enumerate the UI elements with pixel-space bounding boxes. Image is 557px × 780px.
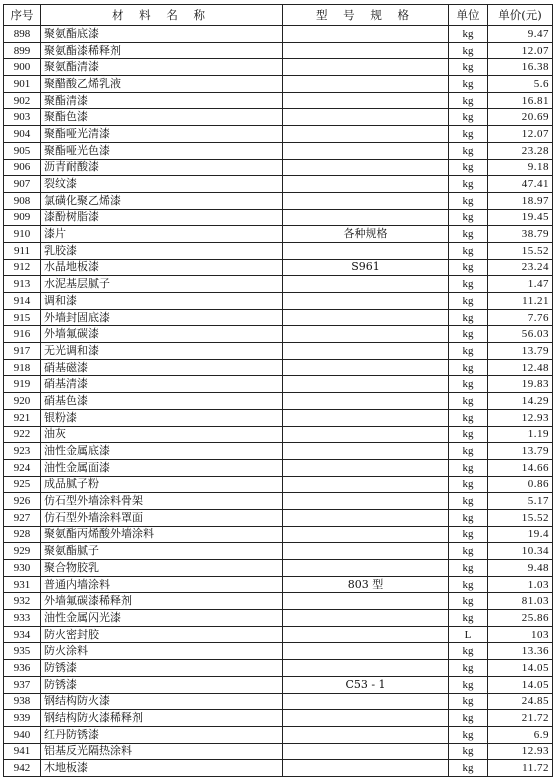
unit-cell: kg bbox=[449, 493, 488, 510]
model-spec-cell bbox=[283, 242, 449, 259]
table-row bbox=[4, 743, 553, 760]
model-spec-cell bbox=[283, 443, 449, 460]
table-row bbox=[4, 376, 553, 393]
material-name-cell: 钢结构防火漆 bbox=[41, 693, 283, 710]
material-name-cell: 裂纹漆 bbox=[41, 176, 283, 193]
table-row bbox=[4, 660, 553, 677]
table-row bbox=[4, 293, 553, 310]
material-name-cell: 外墙氟碳漆稀释剂 bbox=[41, 593, 283, 610]
model-spec-cell bbox=[283, 26, 449, 43]
material-name-cell: 无光调和漆 bbox=[41, 343, 283, 360]
unit-price-cell: 12.93 bbox=[488, 743, 553, 760]
table-row bbox=[4, 459, 553, 476]
unit-price-cell: 15.52 bbox=[488, 242, 553, 259]
table-row bbox=[4, 92, 553, 109]
table-row bbox=[4, 176, 553, 193]
unit-cell: kg bbox=[449, 593, 488, 610]
unit-cell: kg bbox=[449, 693, 488, 710]
model-spec-cell bbox=[283, 92, 449, 109]
unit-price-cell: 19.83 bbox=[488, 376, 553, 393]
material-name-cell: 防锈漆 bbox=[41, 660, 283, 677]
model-spec-cell bbox=[283, 276, 449, 293]
serial-no-cell: 916 bbox=[4, 326, 41, 343]
serial-no-cell: 905 bbox=[4, 142, 41, 159]
unit-cell: kg bbox=[449, 343, 488, 360]
serial-no-cell: 924 bbox=[4, 459, 41, 476]
material-name-cell: 外墙封固底漆 bbox=[41, 309, 283, 326]
unit-cell: kg bbox=[449, 209, 488, 226]
model-spec-cell bbox=[283, 343, 449, 360]
model-spec-cell bbox=[283, 560, 449, 577]
table-row bbox=[4, 643, 553, 660]
material-name-cell: 防火涂料 bbox=[41, 643, 283, 660]
unit-price-cell: 12.93 bbox=[488, 409, 553, 426]
serial-no-cell: 941 bbox=[4, 743, 41, 760]
header-unit: 单位 bbox=[449, 5, 488, 26]
table-row bbox=[4, 359, 553, 376]
table-row bbox=[4, 676, 553, 693]
model-spec-cell bbox=[283, 743, 449, 760]
material-name-cell: 成品腻子粉 bbox=[41, 476, 283, 493]
unit-cell: kg bbox=[449, 76, 488, 93]
serial-no-cell: 938 bbox=[4, 693, 41, 710]
serial-no-cell: 929 bbox=[4, 543, 41, 560]
model-spec-cell bbox=[283, 426, 449, 443]
unit-price-cell: 56.03 bbox=[488, 326, 553, 343]
unit-cell: kg bbox=[449, 393, 488, 410]
material-name-cell: 调和漆 bbox=[41, 293, 283, 310]
material-name-cell: 聚酯清漆 bbox=[41, 92, 283, 109]
unit-price-cell: 9.48 bbox=[488, 560, 553, 577]
model-spec-cell bbox=[283, 359, 449, 376]
model-spec-cell bbox=[283, 393, 449, 410]
table-row bbox=[4, 610, 553, 627]
material-name-cell: 防火密封胶 bbox=[41, 626, 283, 643]
table-row bbox=[4, 126, 553, 143]
model-spec-cell: 各种规格 bbox=[283, 226, 449, 243]
unit-price-cell: 21.72 bbox=[488, 710, 553, 727]
unit-price-cell: 25.86 bbox=[488, 610, 553, 627]
serial-no-cell: 928 bbox=[4, 526, 41, 543]
unit-cell: kg bbox=[449, 426, 488, 443]
table-row bbox=[4, 543, 553, 560]
model-spec-cell bbox=[283, 126, 449, 143]
serial-no-cell: 904 bbox=[4, 126, 41, 143]
unit-cell: kg bbox=[449, 376, 488, 393]
unit-price-cell: 5.6 bbox=[488, 76, 553, 93]
model-spec-cell bbox=[283, 293, 449, 310]
unit-price-cell: 16.81 bbox=[488, 92, 553, 109]
unit-cell: kg bbox=[449, 443, 488, 460]
table-row bbox=[4, 142, 553, 159]
unit-price-cell: 16.38 bbox=[488, 59, 553, 76]
header-model-spec: 型 号 规 格 bbox=[283, 5, 449, 26]
table-row bbox=[4, 259, 553, 276]
material-name-cell: 聚氨酯丙烯酸外墙涂料 bbox=[41, 526, 283, 543]
serial-no-cell: 910 bbox=[4, 226, 41, 243]
unit-price-cell: 7.76 bbox=[488, 309, 553, 326]
material-name-cell: 硝基色漆 bbox=[41, 393, 283, 410]
serial-no-cell: 907 bbox=[4, 176, 41, 193]
unit-price-cell: 9.18 bbox=[488, 159, 553, 176]
unit-cell: kg bbox=[449, 459, 488, 476]
model-spec-cell bbox=[283, 192, 449, 209]
model-spec-cell bbox=[283, 710, 449, 727]
material-name-cell: 防锈漆 bbox=[41, 676, 283, 693]
material-name-cell: 水泥基层腻子 bbox=[41, 276, 283, 293]
table-row bbox=[4, 26, 553, 43]
serial-no-cell: 927 bbox=[4, 509, 41, 526]
serial-no-cell: 937 bbox=[4, 676, 41, 693]
header-row bbox=[4, 5, 553, 26]
unit-price-cell: 19.4 bbox=[488, 526, 553, 543]
table-row bbox=[4, 192, 553, 209]
table-row bbox=[4, 242, 553, 259]
model-spec-cell bbox=[283, 176, 449, 193]
table-row bbox=[4, 59, 553, 76]
model-spec-cell bbox=[283, 459, 449, 476]
unit-price-cell: 13.79 bbox=[488, 343, 553, 360]
serial-no-cell: 918 bbox=[4, 359, 41, 376]
model-spec-cell bbox=[283, 643, 449, 660]
serial-no-cell: 940 bbox=[4, 726, 41, 743]
unit-price-cell: 13.79 bbox=[488, 443, 553, 460]
unit-cell: kg bbox=[449, 543, 488, 560]
unit-cell: kg bbox=[449, 476, 488, 493]
unit-cell: kg bbox=[449, 259, 488, 276]
model-spec-cell bbox=[283, 626, 449, 643]
unit-price-cell: 1.03 bbox=[488, 576, 553, 593]
unit-cell: kg bbox=[449, 526, 488, 543]
table-row bbox=[4, 226, 553, 243]
model-spec-cell: 803 型 bbox=[283, 576, 449, 593]
material-name-cell: 银粉漆 bbox=[41, 409, 283, 426]
model-spec-cell: S961 bbox=[283, 259, 449, 276]
serial-no-cell: 899 bbox=[4, 42, 41, 59]
model-spec-cell bbox=[283, 509, 449, 526]
unit-cell: kg bbox=[449, 242, 488, 259]
material-name-cell: 外墙氟碳漆 bbox=[41, 326, 283, 343]
table-row bbox=[4, 309, 553, 326]
table-row bbox=[4, 760, 553, 777]
unit-cell: kg bbox=[449, 92, 488, 109]
material-name-cell: 铝基反光隔热涂料 bbox=[41, 743, 283, 760]
material-name-cell: 漆片 bbox=[41, 226, 283, 243]
material-name-cell: 聚酯哑光清漆 bbox=[41, 126, 283, 143]
unit-cell: L bbox=[449, 626, 488, 643]
serial-no-cell: 915 bbox=[4, 309, 41, 326]
serial-no-cell: 922 bbox=[4, 426, 41, 443]
serial-no-cell: 917 bbox=[4, 343, 41, 360]
table-row bbox=[4, 109, 553, 126]
unit-cell: kg bbox=[449, 509, 488, 526]
unit-price-cell: 5.17 bbox=[488, 493, 553, 510]
serial-no-cell: 934 bbox=[4, 626, 41, 643]
unit-cell: kg bbox=[449, 59, 488, 76]
unit-price-cell: 1.47 bbox=[488, 276, 553, 293]
unit-cell: kg bbox=[449, 560, 488, 577]
material-name-cell: 聚氨酯腻子 bbox=[41, 543, 283, 560]
model-spec-cell bbox=[283, 142, 449, 159]
table-row bbox=[4, 326, 553, 343]
serial-no-cell: 900 bbox=[4, 59, 41, 76]
unit-cell: kg bbox=[449, 660, 488, 677]
serial-no-cell: 909 bbox=[4, 209, 41, 226]
table-row bbox=[4, 76, 553, 93]
unit-cell: kg bbox=[449, 42, 488, 59]
unit-cell: kg bbox=[449, 26, 488, 43]
model-spec-cell bbox=[283, 76, 449, 93]
model-spec-cell bbox=[283, 593, 449, 610]
table-row bbox=[4, 593, 553, 610]
unit-price-cell: 10.34 bbox=[488, 543, 553, 560]
table-row bbox=[4, 493, 553, 510]
serial-no-cell: 936 bbox=[4, 660, 41, 677]
unit-cell: kg bbox=[449, 726, 488, 743]
unit-price-cell: 6.9 bbox=[488, 726, 553, 743]
serial-no-cell: 901 bbox=[4, 76, 41, 93]
model-spec-cell bbox=[283, 109, 449, 126]
unit-cell: kg bbox=[449, 710, 488, 727]
serial-no-cell: 925 bbox=[4, 476, 41, 493]
material-name-cell: 仿石型外墙涂料罩面 bbox=[41, 509, 283, 526]
material-name-cell: 聚醋酸乙烯乳液 bbox=[41, 76, 283, 93]
unit-price-cell: 11.72 bbox=[488, 760, 553, 777]
material-name-cell: 沥青耐酸漆 bbox=[41, 159, 283, 176]
table-header bbox=[4, 5, 553, 26]
model-spec-cell bbox=[283, 209, 449, 226]
material-name-cell: 钢结构防火漆稀释剂 bbox=[41, 710, 283, 727]
unit-price-cell: 12.07 bbox=[488, 42, 553, 59]
serial-no-cell: 920 bbox=[4, 393, 41, 410]
material-name-cell: 乳胶漆 bbox=[41, 242, 283, 259]
material-name-cell: 聚酯哑光色漆 bbox=[41, 142, 283, 159]
serial-no-cell: 942 bbox=[4, 760, 41, 777]
serial-no-cell: 911 bbox=[4, 242, 41, 259]
serial-no-cell: 935 bbox=[4, 643, 41, 660]
table-row bbox=[4, 509, 553, 526]
unit-cell: kg bbox=[449, 610, 488, 627]
material-name-cell: 氯磺化聚乙烯漆 bbox=[41, 192, 283, 209]
serial-no-cell: 914 bbox=[4, 293, 41, 310]
unit-cell: kg bbox=[449, 643, 488, 660]
unit-price-cell: 18.97 bbox=[488, 192, 553, 209]
material-name-cell: 仿石型外墙涂料骨架 bbox=[41, 493, 283, 510]
table-row bbox=[4, 42, 553, 59]
unit-price-cell: 0.86 bbox=[488, 476, 553, 493]
model-spec-cell bbox=[283, 610, 449, 627]
unit-price-cell: 103 bbox=[488, 626, 553, 643]
unit-price-cell: 14.05 bbox=[488, 676, 553, 693]
unit-price-cell: 38.79 bbox=[488, 226, 553, 243]
table-row bbox=[4, 426, 553, 443]
serial-no-cell: 930 bbox=[4, 560, 41, 577]
unit-price-cell: 23.24 bbox=[488, 259, 553, 276]
table-row bbox=[4, 626, 553, 643]
unit-price-cell: 23.28 bbox=[488, 142, 553, 159]
table-row bbox=[4, 710, 553, 727]
model-spec-cell bbox=[283, 693, 449, 710]
table-row bbox=[4, 443, 553, 460]
material-name-cell: 漆酚树脂漆 bbox=[41, 209, 283, 226]
header-material-name: 材 料 名 称 bbox=[41, 5, 283, 26]
table-row bbox=[4, 476, 553, 493]
table-row bbox=[4, 393, 553, 410]
serial-no-cell: 923 bbox=[4, 443, 41, 460]
unit-price-cell: 13.36 bbox=[488, 643, 553, 660]
header-unit-price: 单价(元) bbox=[488, 5, 553, 26]
unit-cell: kg bbox=[449, 309, 488, 326]
unit-price-cell: 11.21 bbox=[488, 293, 553, 310]
model-spec-cell bbox=[283, 476, 449, 493]
unit-price-cell: 24.85 bbox=[488, 693, 553, 710]
material-name-cell: 硝基磁漆 bbox=[41, 359, 283, 376]
unit-cell: kg bbox=[449, 760, 488, 777]
material-name-cell: 聚合物胶乳 bbox=[41, 560, 283, 577]
model-spec-cell bbox=[283, 309, 449, 326]
unit-cell: kg bbox=[449, 159, 488, 176]
table-row bbox=[4, 343, 553, 360]
unit-cell: kg bbox=[449, 409, 488, 426]
material-name-cell: 聚氨酯清漆 bbox=[41, 59, 283, 76]
unit-price-cell: 14.29 bbox=[488, 393, 553, 410]
model-spec-cell bbox=[283, 326, 449, 343]
serial-no-cell: 921 bbox=[4, 409, 41, 426]
unit-cell: kg bbox=[449, 226, 488, 243]
material-name-cell: 聚氨酯漆稀释剂 bbox=[41, 42, 283, 59]
unit-cell: kg bbox=[449, 142, 488, 159]
serial-no-cell: 919 bbox=[4, 376, 41, 393]
unit-cell: kg bbox=[449, 743, 488, 760]
unit-cell: kg bbox=[449, 109, 488, 126]
unit-price-cell: 12.48 bbox=[488, 359, 553, 376]
model-spec-cell bbox=[283, 42, 449, 59]
serial-no-cell: 931 bbox=[4, 576, 41, 593]
material-name-cell: 油性金属底漆 bbox=[41, 443, 283, 460]
unit-cell: kg bbox=[449, 276, 488, 293]
unit-cell: kg bbox=[449, 359, 488, 376]
unit-cell: kg bbox=[449, 293, 488, 310]
table-row bbox=[4, 726, 553, 743]
unit-price-cell: 19.45 bbox=[488, 209, 553, 226]
model-spec-cell: C53 - 1 bbox=[283, 676, 449, 693]
table-row bbox=[4, 576, 553, 593]
unit-cell: kg bbox=[449, 192, 488, 209]
model-spec-cell bbox=[283, 493, 449, 510]
unit-cell: kg bbox=[449, 576, 488, 593]
unit-price-cell: 81.03 bbox=[488, 593, 553, 610]
table-body bbox=[4, 26, 553, 777]
material-name-cell: 油灰 bbox=[41, 426, 283, 443]
material-name-cell: 聚酯色漆 bbox=[41, 109, 283, 126]
material-name-cell: 油性金属闪光漆 bbox=[41, 610, 283, 627]
unit-price-cell: 15.52 bbox=[488, 509, 553, 526]
unit-price-cell: 14.05 bbox=[488, 660, 553, 677]
serial-no-cell: 933 bbox=[4, 610, 41, 627]
material-name-cell: 硝基清漆 bbox=[41, 376, 283, 393]
table-row bbox=[4, 209, 553, 226]
material-name-cell: 油性金属面漆 bbox=[41, 459, 283, 476]
material-name-cell: 普通内墙涂料 bbox=[41, 576, 283, 593]
table-row bbox=[4, 693, 553, 710]
model-spec-cell bbox=[283, 526, 449, 543]
unit-cell: kg bbox=[449, 126, 488, 143]
table-row bbox=[4, 276, 553, 293]
table-row bbox=[4, 409, 553, 426]
model-spec-cell bbox=[283, 660, 449, 677]
model-spec-cell bbox=[283, 159, 449, 176]
serial-no-cell: 926 bbox=[4, 493, 41, 510]
unit-cell: kg bbox=[449, 176, 488, 193]
serial-no-cell: 902 bbox=[4, 92, 41, 109]
table-row bbox=[4, 526, 553, 543]
serial-no-cell: 898 bbox=[4, 26, 41, 43]
material-name-cell: 水晶地板漆 bbox=[41, 259, 283, 276]
material-name-cell: 聚氨酯底漆 bbox=[41, 26, 283, 43]
model-spec-cell bbox=[283, 543, 449, 560]
serial-no-cell: 939 bbox=[4, 710, 41, 727]
unit-cell: kg bbox=[449, 326, 488, 343]
table-row bbox=[4, 159, 553, 176]
model-spec-cell bbox=[283, 726, 449, 743]
material-price-table bbox=[3, 4, 553, 777]
material-name-cell: 木地板漆 bbox=[41, 760, 283, 777]
unit-price-cell: 47.41 bbox=[488, 176, 553, 193]
serial-no-cell: 912 bbox=[4, 259, 41, 276]
material-name-cell: 红丹防锈漆 bbox=[41, 726, 283, 743]
unit-price-cell: 1.19 bbox=[488, 426, 553, 443]
serial-no-cell: 913 bbox=[4, 276, 41, 293]
unit-price-cell: 14.66 bbox=[488, 459, 553, 476]
unit-cell: kg bbox=[449, 676, 488, 693]
serial-no-cell: 908 bbox=[4, 192, 41, 209]
model-spec-cell bbox=[283, 409, 449, 426]
model-spec-cell bbox=[283, 59, 449, 76]
unit-price-cell: 9.47 bbox=[488, 26, 553, 43]
model-spec-cell bbox=[283, 760, 449, 777]
model-spec-cell bbox=[283, 376, 449, 393]
unit-price-cell: 12.07 bbox=[488, 126, 553, 143]
unit-price-cell: 20.69 bbox=[488, 109, 553, 126]
serial-no-cell: 932 bbox=[4, 593, 41, 610]
serial-no-cell: 903 bbox=[4, 109, 41, 126]
table-row bbox=[4, 560, 553, 577]
header-serial-no: 序号 bbox=[4, 5, 41, 26]
serial-no-cell: 906 bbox=[4, 159, 41, 176]
